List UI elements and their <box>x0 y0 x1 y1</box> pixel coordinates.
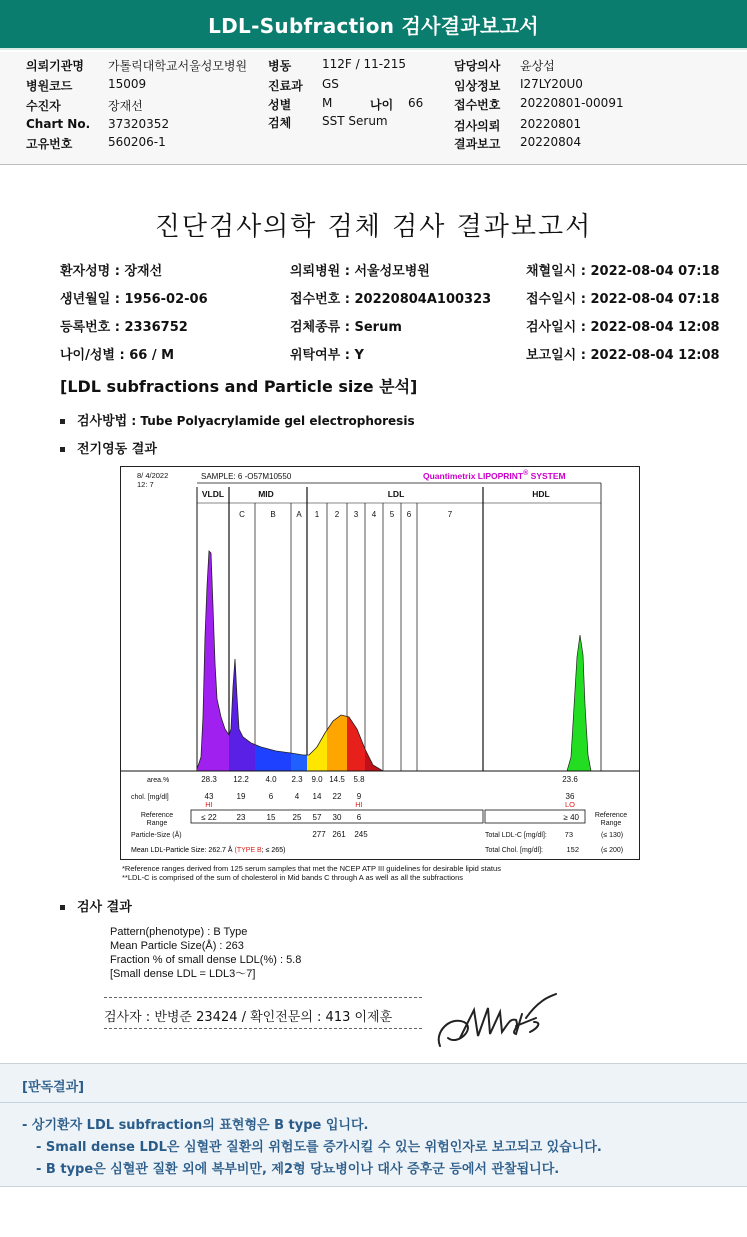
signature-rule-bottom <box>104 1028 422 1029</box>
reference-value: ≤ 22 <box>201 813 217 822</box>
header-label: 수진자 <box>26 99 61 113</box>
chol-value: 43 <box>204 792 214 801</box>
mid-a-area <box>291 753 307 771</box>
age-value: 66 <box>408 96 424 110</box>
header-value: 112F / 11-215 <box>322 57 406 71</box>
total-chol-value: 152 <box>566 845 579 854</box>
reference-value: ≥ 40 <box>563 813 579 822</box>
result-line: Fraction % of small dense LDL(%) : 5.8 <box>110 954 302 966</box>
chart-time: 12: 7 <box>137 480 154 489</box>
report-time: 보고일시 : 2022-08-04 12:08 <box>526 348 720 363</box>
band-label: C <box>239 510 245 519</box>
area-value: 14.5 <box>329 775 345 784</box>
flag-value: HI <box>205 800 213 809</box>
ldl1-area <box>307 730 327 771</box>
electrophoresis-label: 전기영동 결과 <box>77 442 157 457</box>
chol-value: 6 <box>268 792 274 801</box>
area-value: 2.3 <box>291 775 303 784</box>
chol-value: 14 <box>312 792 322 801</box>
header-value: 장재선 <box>108 99 143 113</box>
particle-size-value: 261 <box>332 830 346 839</box>
total-ldl-value: 73 <box>564 830 573 839</box>
reference-label: Reference <box>140 812 174 819</box>
interpretation-line: - B type은 심혈관 질환 외에 복부비만, 제2형 당뇨병이나 대사 증후군 등에서 관찰됩니다. <box>36 1162 560 1177</box>
area-value: 28.3 <box>201 775 217 784</box>
specimen-type: 검체종류 : Serum <box>290 320 402 335</box>
method-line <box>60 410 415 429</box>
header-value: 20220801-00091 <box>520 96 624 110</box>
flag-value: HI <box>355 800 363 809</box>
interpretation-line: - 상기환자 LDL subfraction의 표현형은 B type 입니다. <box>22 1118 369 1133</box>
collection-time: 채혈일시 : 2022-08-04 07:18 <box>526 264 720 279</box>
area-value: 23.6 <box>562 775 578 784</box>
header-label: 병동 <box>268 59 292 73</box>
mean-particle-size: Mean LDL-Particle Size: 262.7 Å (TYPE B; ≤ 265) <box>131 847 286 854</box>
header-value: 20220804 <box>520 135 582 149</box>
hdl-area <box>567 635 591 771</box>
header-value: 560206-1 <box>108 135 166 149</box>
total-chol-label: Total Chol. [mg/dl]: <box>485 847 543 854</box>
header-value: 윤상섭 <box>520 59 555 73</box>
birth-date: 생년월일 : 1956-02-06 <box>60 292 208 307</box>
reference-value: 23 <box>236 813 246 822</box>
header-label: 임상정보 <box>454 79 501 93</box>
area-value: 4.0 <box>265 775 277 784</box>
header-label: 고유번호 <box>26 137 73 151</box>
reference-label-right: Range <box>600 820 622 827</box>
report-title: LDL-Subfraction 검사결과보고서 <box>208 13 539 38</box>
band-label: 2 <box>334 510 340 519</box>
electrophoresis-svg <box>121 467 639 859</box>
header-value: 37320352 <box>108 117 170 131</box>
mid-c-area <box>229 659 255 771</box>
signature-rule-top <box>104 997 422 998</box>
header-label: 검체 <box>268 116 292 130</box>
result-line: Pattern(phenotype) : B Type <box>110 926 248 938</box>
band-label: B <box>270 510 276 519</box>
band-label: 3 <box>353 510 359 519</box>
handwritten-signature <box>430 988 565 1054</box>
method-value: : Tube Polyacrylamide gel electrophoresis <box>131 414 415 428</box>
registration-number: 등록번호 : 2336752 <box>60 320 188 335</box>
chol-value: 36 <box>565 792 575 801</box>
area-value: 12.2 <box>233 775 249 784</box>
band-label: A <box>296 510 302 519</box>
section-title: [LDL subfractions and Particle size 분석] <box>60 377 418 396</box>
area-value: 5.8 <box>353 775 365 784</box>
interpretation-divider <box>0 1102 747 1103</box>
header-value: I27LY20U0 <box>520 77 583 91</box>
header-label: 접수번호 <box>454 98 501 112</box>
reference-value: 30 <box>332 813 342 822</box>
method-label: 검사방법 <box>77 414 128 429</box>
receipt-time: 접수일시 : 2022-08-04 07:18 <box>526 292 720 307</box>
ldl4-area <box>365 749 383 771</box>
total-ldl-label: Total LDL-C [mg/dl]: <box>485 832 547 839</box>
reference-label-right: Reference <box>594 812 628 819</box>
patient-name: 환자성명 : 장재선 <box>60 264 163 279</box>
request-header <box>0 52 747 165</box>
test-time: 검사일시 : 2022-08-04 12:08 <box>526 320 720 335</box>
electrophoresis-heading <box>60 438 157 457</box>
band-label: 4 <box>371 510 377 519</box>
band-label: 1 <box>314 510 320 519</box>
header-value: 15009 <box>108 77 147 91</box>
chart-sample: SAMPLE: 6 -O57M10550 <box>201 472 292 481</box>
footnote: *Reference ranges derived from 125 serum samples that met the NCEP ATP III guidelines for desirable lipid status <box>122 864 501 873</box>
result-heading <box>60 896 132 915</box>
result-label: 검사 결과 <box>77 900 132 915</box>
mid-b-area <box>255 745 291 771</box>
header-value: 20220801 <box>520 117 582 131</box>
header-label: 담당의사 <box>454 59 501 73</box>
flag-value: LO <box>564 800 576 809</box>
electrophoresis-chart <box>120 466 640 860</box>
result-line: Mean Particle Size(Å) : 263 <box>110 940 244 952</box>
ldl2-area <box>327 715 347 771</box>
header-value: 가톨릭대학교서울성모병원 <box>108 59 248 73</box>
header-label: 성별 <box>268 98 292 112</box>
report-title-bar <box>0 0 747 50</box>
group-label: MID <box>258 489 274 499</box>
reference-value: 6 <box>356 813 362 822</box>
band-label: 5 <box>389 510 395 519</box>
chol-value: 4 <box>294 792 300 801</box>
header-label: Chart No. <box>26 117 91 131</box>
group-label: LDL <box>387 489 405 499</box>
chart-brand: Quantimetrix LIPOPRINT® SYSTEM <box>423 470 566 481</box>
particle-size-value: 277 <box>312 830 326 839</box>
chol-value: 9 <box>356 792 362 801</box>
chol-value: 19 <box>236 792 246 801</box>
reference-label: Range <box>146 820 168 827</box>
result-summary <box>110 925 301 981</box>
chart-footnotes <box>122 864 501 882</box>
interpretation-header: [판독결과] <box>22 1080 85 1095</box>
result-line: [Small dense LDL = LDL3～7] <box>110 968 256 980</box>
header-value: M <box>322 96 333 110</box>
header-label: 검사의뢰 <box>454 119 501 133</box>
total-ldl-ref: (≤ 130) <box>601 832 624 839</box>
group-label: VLDL <box>201 489 225 499</box>
header-label: 진료과 <box>268 79 303 93</box>
age-sex: 나이/성별 : 66 / M <box>60 348 175 363</box>
reference-value: 25 <box>292 813 302 822</box>
header-label: 결과보고 <box>454 137 501 151</box>
chart-date: 8/ 4/2022 <box>137 471 169 480</box>
header-value: GS <box>322 77 339 91</box>
particle-size-label: Particle-Size (Å) <box>131 832 182 839</box>
requesting-hospital: 의뢰병원 : 서울성모병원 <box>290 264 430 279</box>
receipt-number: 접수번호 : 20220804A100323 <box>290 292 492 307</box>
interpretation-line: - Small dense LDL은 심혈관 질환의 위험도를 증가시킬 수 있는 위험인자로 보고되고 있습니다. <box>36 1140 602 1155</box>
area-value: 9.0 <box>311 775 323 784</box>
header-value: SST Serum <box>322 114 388 128</box>
age-label: 나이 <box>370 98 394 112</box>
header-label: 의뢰기관명 <box>26 59 84 73</box>
ldl3-area <box>347 717 365 772</box>
footnote: **LDL-C is comprised of the sum of cholesterol in Mid bands C through A as well as all the subfractions <box>122 873 464 882</box>
signature-text: 검사자 : 반병준 23424 / 확인전문의 : 413 이제훈 <box>104 1010 393 1025</box>
band-label: 7 <box>447 510 453 519</box>
reference-value: 57 <box>312 813 322 822</box>
band-label: 6 <box>406 510 412 519</box>
interpretation-panel <box>0 1063 747 1187</box>
header-label: 병원코드 <box>26 79 73 93</box>
total-chol-ref: (≤ 200) <box>601 847 624 854</box>
lab-report-title: 진단검사의학 검체 검사 결과보고서 <box>154 212 593 242</box>
chol-value: 22 <box>332 792 342 801</box>
chol-label: chol. [mg/dl] <box>131 794 169 801</box>
particle-size-value: 245 <box>354 830 368 839</box>
group-label: HDL <box>532 489 550 499</box>
reference-value: 15 <box>266 813 276 822</box>
consignment: 위탁여부 : Y <box>290 348 364 363</box>
area-label: area.% <box>147 777 170 784</box>
